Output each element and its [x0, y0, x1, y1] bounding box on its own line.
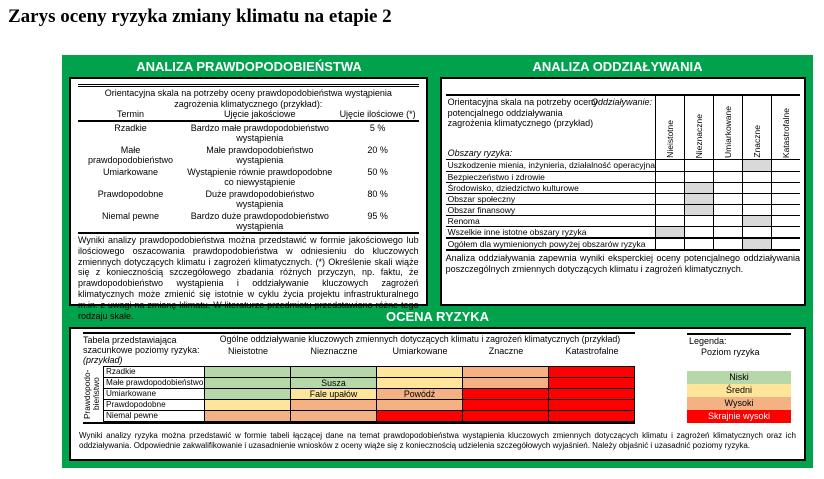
probability-axis — [83, 366, 103, 422]
impact-cell — [771, 160, 800, 171]
legend-title: Legenda: — [687, 333, 791, 347]
impact-table-header — [446, 96, 800, 160]
risk-cell — [205, 411, 291, 422]
legend-item: Średni — [687, 384, 791, 397]
impact-row — [446, 215, 800, 226]
impact-cell — [713, 160, 742, 171]
impact-table — [446, 94, 800, 251]
probability-row — [78, 122, 419, 144]
risk-row-label: Małe prawdopodobieństwo — [103, 378, 205, 389]
risk-cell-annotation: Fale upałów — [291, 389, 377, 400]
risk-matrix-row — [103, 389, 635, 400]
risk-matrix-row — [103, 411, 635, 422]
risk-cell — [463, 411, 549, 422]
risk-corner-line1: Tabela przedstawiająca — [83, 335, 177, 345]
impact-cell — [684, 227, 713, 237]
risk-matrix-corner — [83, 334, 205, 366]
risk-cell — [463, 389, 549, 400]
impact-cell — [771, 205, 800, 215]
impact-cell — [713, 183, 742, 193]
risk-corner-line2: szacunkowe poziomy ryzyka: — [83, 345, 200, 355]
risk-cell — [377, 367, 463, 378]
probability-row — [78, 144, 419, 166]
risk-cell-annotation: Powódź — [377, 389, 463, 400]
risk-impact-header: Ogólne oddziaływanie kluczowych zmiennych dotyczących klimatu i zagrożeń klimatycznych (przykład) — [219, 334, 621, 344]
risk-cell — [205, 367, 291, 378]
impact-cell — [771, 216, 800, 226]
impact-cell — [713, 205, 742, 215]
probability-header-quantitative: Ujęcie ilościowe (*) — [339, 109, 416, 119]
panel-headers-bar — [69, 55, 806, 77]
impact-area-label: Wszelkie inne istotne obszary ryzyka — [447, 227, 587, 237]
risk-cell — [377, 378, 463, 389]
impact-row — [446, 160, 800, 171]
impact-cell-marked — [684, 205, 713, 215]
impact-cell-marked — [742, 160, 771, 171]
impact-column-label: Umiarkowane — [722, 106, 733, 158]
legend-items — [687, 371, 791, 423]
risk-row-label: Niemal pewne — [103, 411, 205, 422]
impact-column-headers — [655, 96, 800, 159]
impact-cell — [771, 172, 800, 182]
impact-column-label: Katastrofalne — [780, 107, 791, 158]
legend-item: Wysoki — [687, 397, 791, 410]
probability-qualitative-cell: Małe prawdopodobieństwo wystąpienia — [206, 145, 314, 165]
probability-quantitative-cell: 80 % — [367, 189, 388, 199]
probability-row — [78, 188, 419, 210]
risk-corner-example: (przykład) — [83, 355, 123, 365]
probability-axis-label: Prawdopodobieństwo — [82, 369, 101, 419]
risk-column-label: Nieznaczne — [310, 346, 358, 356]
risk-cell — [291, 367, 377, 378]
impact-cell — [742, 227, 771, 237]
impact-area-label: Środowisko, dziedzictwo kulturowe — [447, 183, 579, 193]
probability-qualitative-cell: Wystąpienie równie prawdopodobne co niewystąpienie — [187, 167, 333, 187]
risk-cell — [549, 378, 635, 389]
impact-cell — [771, 227, 800, 237]
risk-areas-label: Obszary ryzyka: — [447, 148, 513, 158]
impact-cell — [771, 183, 800, 193]
impact-cell — [742, 183, 771, 193]
impact-area-label: Renoma — [447, 216, 480, 226]
impact-cell — [771, 239, 800, 249]
impact-row — [446, 204, 800, 215]
risk-panel-title: OCENA RYZYKA — [385, 309, 490, 324]
impact-cell-marked — [684, 194, 713, 204]
impact-area-label: Ogółem dla wymienionych powyżej obszarów ryzyka — [447, 239, 646, 249]
impact-cell — [713, 227, 742, 237]
impact-row — [446, 171, 800, 182]
probability-term-cell: Rzadkie — [114, 123, 147, 133]
risk-panel — [69, 327, 806, 461]
impact-cell — [771, 194, 800, 204]
risk-matrix-row — [103, 367, 635, 378]
risk-row-label: Rzadkie — [103, 367, 205, 378]
impact-cell — [655, 239, 684, 249]
impact-area-label: Obszar społeczny — [447, 194, 516, 204]
probability-qualitative-cell: Bardzo duże prawdopodobieństwo wystąpienia — [190, 211, 329, 231]
risk-cell-annotation: Susza — [291, 378, 377, 389]
impact-panel-title: ANALIZA ODDZIAŁYWANIA — [532, 58, 703, 74]
probability-quantitative-cell: 20 % — [367, 145, 388, 155]
risk-cell — [549, 367, 635, 378]
impact-column-label: Nieistotne — [664, 120, 675, 158]
impact-cell-marked — [684, 183, 713, 193]
impact-area-label: Uszkodzenie mienia, inżynieria, działalność operacyjna — [447, 160, 655, 170]
probability-table-header — [78, 109, 419, 122]
legend-item: Skrajnie wysoki — [687, 410, 791, 423]
risk-cell — [549, 389, 635, 400]
risk-cell — [377, 411, 463, 422]
impact-cell-marked — [655, 227, 684, 237]
impact-cell — [655, 205, 684, 215]
impact-area-label: Obszar finansowy — [447, 205, 516, 215]
impact-column-header — [771, 96, 800, 159]
legend-subtitle: Poziom ryzyka — [701, 347, 760, 357]
probability-panel-title: ANALIZA PRAWDOPODOBIEŃSTWA — [136, 58, 362, 74]
impact-column-header — [684, 96, 713, 159]
probability-header-qualitative: Ujęcie jakościowe — [224, 109, 296, 119]
impact-cell — [684, 160, 713, 171]
probability-panel — [69, 77, 428, 321]
risk-cell — [549, 400, 635, 411]
impact-table-rows — [446, 160, 800, 249]
risk-cell — [291, 411, 377, 422]
impact-cell — [655, 183, 684, 193]
probability-quantitative-cell: 5 % — [369, 123, 386, 133]
probability-term-cell: Umiarkowane — [102, 167, 159, 177]
impact-axis-label: Oddziaływanie: — [590, 97, 652, 107]
risk-cell — [205, 378, 291, 389]
risk-matrix — [83, 332, 635, 424]
impact-cell — [684, 239, 713, 249]
risk-row-label: Prawdopodobne — [103, 400, 205, 411]
risk-legend — [687, 333, 791, 423]
risk-footnote: Wyniki analizy ryzyka można przedstawić w formie tabeli łączącej dane na temat prawdopodobieństwa wystąpienia kluczowych zmiennych dotyczących klimatu i zagrożeń klimatycznych oraz ich oddziaływania. Odpowiednie zakwalifikowanie i uzasadnienie wniosków z oceny wiąże się z koniecznością udzielenia szczegółowych wyjaśnień. Należy objaśnić i uzasadnić poziomy ryzyka. — [79, 431, 796, 450]
impact-cell — [713, 194, 742, 204]
page-title: Zarys oceny ryzyka zmiany klimatu na etapie 2 — [8, 6, 392, 27]
impact-cell — [655, 160, 684, 171]
risk-matrix-row — [103, 378, 635, 389]
risk-column-labels — [205, 346, 635, 356]
impact-cell — [713, 172, 742, 182]
probability-term-cell: Niemal pewne — [101, 211, 160, 221]
impact-cell — [713, 239, 742, 249]
impact-cell — [742, 194, 771, 204]
probability-term-cell: Małe prawdopodobieństwo — [87, 145, 174, 165]
impact-column-label: Nieznaczne — [693, 113, 704, 158]
probability-term-cell: Prawdopodobne — [97, 189, 164, 199]
probability-quantitative-cell: 50 % — [367, 167, 388, 177]
impact-footnote: Analiza oddziaływania zapewnia wyniki eksperckiej oceny potencjalnego oddziaływania poszczególnych zmiennych dotyczących klimatu i zagrożeń klimatycznych. — [445, 253, 800, 274]
risk-column-label: Katastrofalne — [565, 346, 619, 356]
impact-area-label: Bezpieczeństwo i zdrowie — [447, 172, 545, 182]
probability-qualitative-cell: Duże prawdopodobieństwo wystąpienia — [205, 189, 315, 209]
figure-frame — [62, 55, 813, 468]
risk-column-label: Umiarkowane — [392, 346, 448, 356]
risk-cell — [549, 411, 635, 422]
risk-cell — [463, 400, 549, 411]
impact-column-header — [742, 96, 771, 159]
probability-table — [78, 84, 419, 234]
impact-cell — [684, 216, 713, 226]
legend-item: Niski — [687, 371, 791, 384]
risk-cell — [463, 367, 549, 378]
risk-column-label: Znaczne — [488, 346, 524, 356]
risk-cell — [291, 400, 377, 411]
risk-matrix-grid — [103, 366, 635, 422]
probability-table-rows — [78, 122, 419, 232]
impact-cell — [742, 205, 771, 215]
impact-column-header — [655, 96, 684, 159]
risk-cell — [205, 389, 291, 400]
impact-row — [446, 182, 800, 193]
risk-cell — [377, 400, 463, 411]
impact-column-label: Znaczne — [751, 125, 762, 158]
impact-cell — [655, 172, 684, 182]
impact-cell — [655, 194, 684, 204]
impact-row — [446, 226, 800, 237]
probability-header-term: Termin — [116, 109, 144, 119]
risk-cell — [463, 378, 549, 389]
risk-cell — [205, 400, 291, 411]
impact-cell-marked — [742, 216, 771, 226]
impact-header-label-cell — [446, 96, 655, 159]
risk-row-label: Umiarkowane — [103, 389, 205, 400]
probability-row — [78, 166, 419, 188]
impact-cell — [742, 172, 771, 182]
impact-intro-text: Orientacyjna skala na potrzeby oceny potencjalnego oddziaływania zagrożenia klimatycznego (przykład) — [447, 97, 598, 128]
probability-quantitative-cell: 95 % — [367, 211, 388, 221]
impact-cell — [684, 172, 713, 182]
risk-matrix-row — [103, 400, 635, 411]
probability-table-caption: Orientacyjna skala na potrzeby oceny prawdopodobieństwa wystąpienia zagrożenia klimatycznego (przykład): — [104, 88, 392, 109]
risk-column-label: Nieistotne — [227, 346, 269, 356]
probability-qualitative-cell: Bardzo małe prawdopodobieństwo wystąpienia — [190, 123, 329, 143]
impact-cell-marked — [742, 239, 771, 249]
impact-row — [446, 193, 800, 204]
impact-row — [446, 237, 800, 249]
probability-row — [78, 210, 419, 232]
impact-cell — [713, 216, 742, 226]
impact-panel — [440, 77, 806, 306]
impact-cell — [655, 216, 684, 226]
impact-column-header — [713, 96, 742, 159]
probability-footnote: Wyniki analizy prawdopodobieństwa można przedstawić w formie jakościowego lub ilościowego oszacowania prawdopodobieństwa w odniesieniu do kluczowych zmiennych dotyczących klimatu i zagrożeń klimatycznych. (*) Określenie skali wiąże się z koniecznością szczegółowego zbadania różnych przyczyn, np. faktu, że prawdopodobieństwo wystąpienia i oddziaływanie kluczowych zagrożeń klimatycznych może zmienić się istotnie w cyklu życia projektu infrastrukturalnego m.in. z uwagi na zmianę klimatu. W literaturze przedmiotu przedstawiono różne tego rodzaju skale. — [78, 235, 419, 321]
